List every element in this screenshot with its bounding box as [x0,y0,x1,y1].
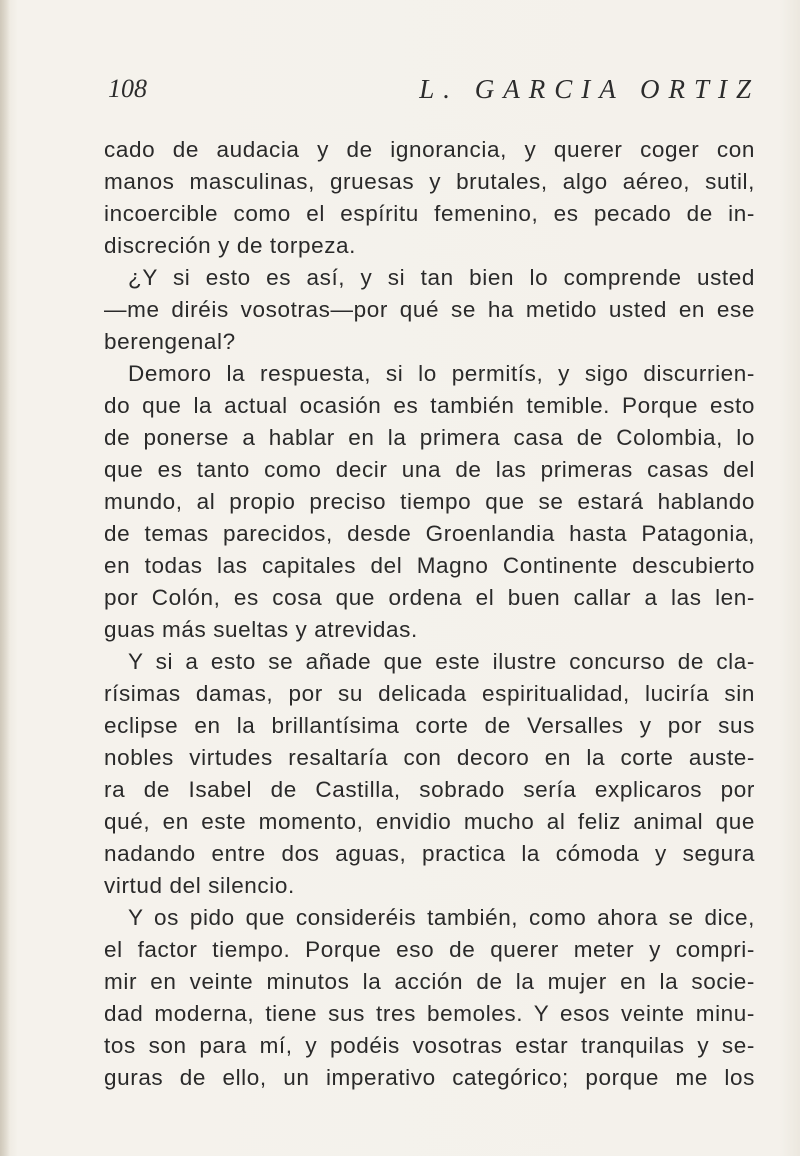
text-line: mundo, al propio preciso tiempo que se estará hablando [104,489,755,514]
running-head [108,74,760,114]
text-line: en todas las capitales del Magno Continente descubierto [104,553,755,578]
text-line: guas más sueltas y atrevidas. [104,617,418,642]
text-line: rísimas damas, por su delicada espiritualidad, luciría sin [104,681,755,706]
running-title: L. GARCIA ORTIZ [419,74,760,104]
text-line: ¿Y si esto es así, y si tan bien lo comprende usted [128,265,755,290]
text-line: qué, en este momento, envidio mucho al feliz animal que [104,809,755,834]
text-line: cado de audacia y de ignorancia, y querer coger con [104,137,755,162]
text-line: guras de ello, un imperativo categórico; porque me los [104,1065,755,1090]
text-line: que es tanto como decir una de las primeras casas del [104,457,755,482]
text-line: ra de Isabel de Castilla, sobrado sería explicaros por [104,777,755,802]
text-line: por Colón, es cosa que ordena el buen callar a las len- [104,585,755,610]
text-line: Y os pido que consideréis también, como ahora se dice, [128,905,755,930]
text-line: nobles virtudes resaltaría con decoro en la corte auste- [104,745,755,770]
text-line: virtud del silencio. [104,873,295,898]
text-line: dad moderna, tiene sus tres bemoles. Y esos veinte minu- [104,1001,755,1026]
page-number: 108 [108,74,147,103]
text-line: —me diréis vosotras—por qué se ha metido usted en ese [104,297,755,322]
page-gutter-shadow [0,0,10,1156]
text-line: tos son para mí, y podéis vosotras estar tranquilas y se- [104,1033,755,1058]
text-line: berengenal? [104,329,236,354]
body-text [104,134,755,1094]
text-line: mir en veinte minutos la acción de la mujer en la socie- [104,969,755,994]
text-line: discreción y de torpeza. [104,233,357,258]
text-line: manos masculinas, gruesas y brutales, algo aéreo, sutil, [104,169,755,194]
text-line: Y si a esto se añade que este ilustre concurso de cla- [128,649,755,674]
text-line: eclipse en la brillantísima corte de Versalles y por sus [104,713,755,738]
text-line: de temas parecidos, desde Groenlandia hasta Patagonia, [104,521,755,546]
text-line: nadando entre dos aguas, practica la cómoda y segura [104,841,755,866]
text-line: de ponerse a hablar en la primera casa de Colombia, lo [104,425,755,450]
text-line: do que la actual ocasión es también temible. Porque esto [104,393,755,418]
text-line: incoercible como el espíritu femenino, es pecado de in- [104,201,755,226]
text-line: el factor tiempo. Porque eso de querer meter y compri- [104,937,755,962]
text-line: Demoro la respuesta, si lo permitís, y sigo discurrien- [128,361,755,386]
